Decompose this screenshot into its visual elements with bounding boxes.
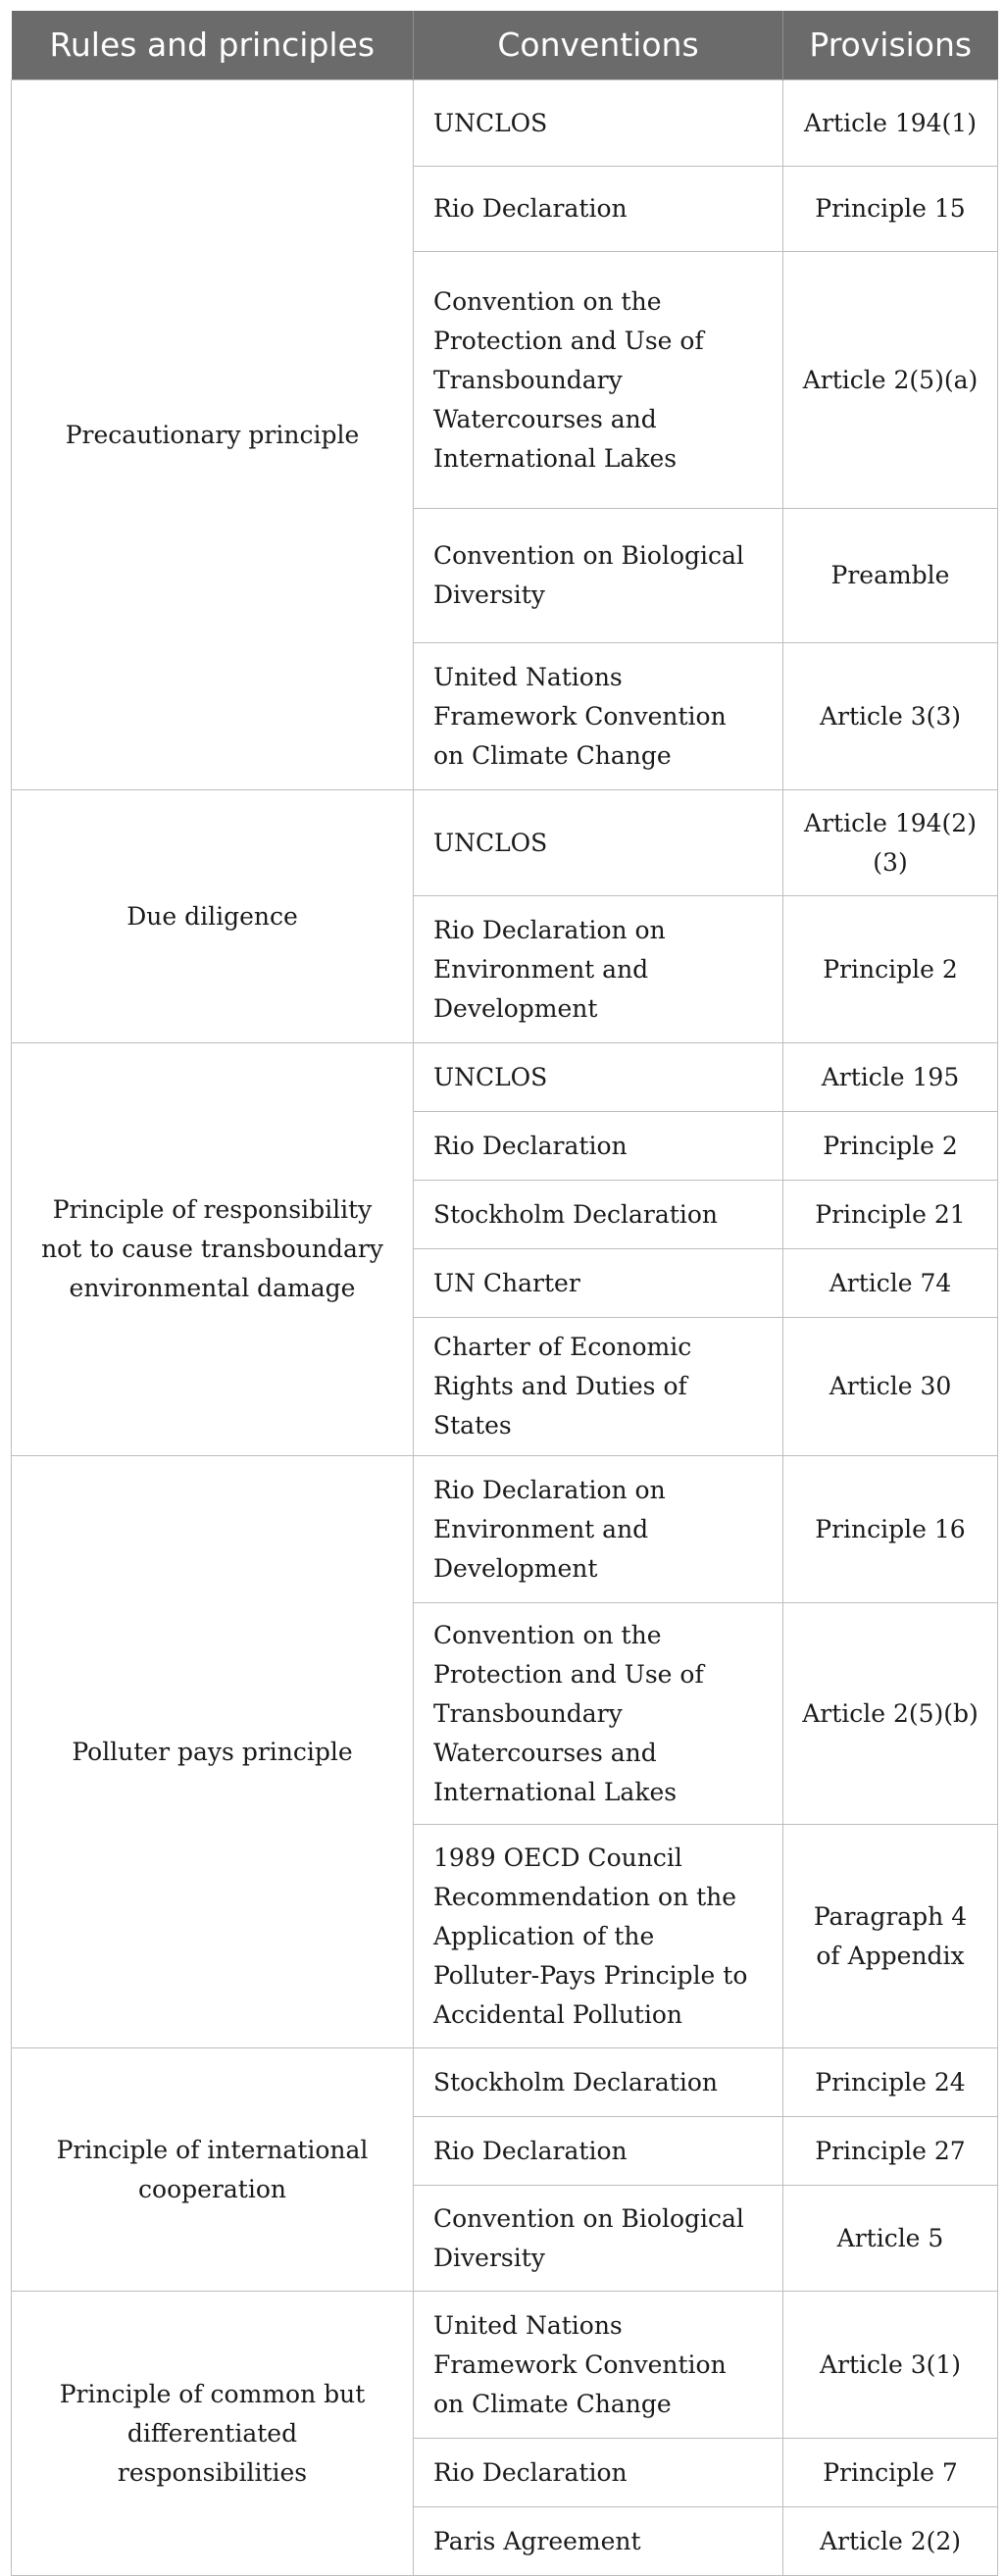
- provision-cell: Article 195: [783, 1043, 998, 1112]
- convention-cell: Convention on the Protection and Use of Transboundary Watercourses and International Lakes: [414, 252, 783, 509]
- convention-cell: Stockholm Declaration: [414, 1181, 783, 1249]
- provision-cell: Article 194(1): [783, 80, 998, 167]
- table-row: [12, 1456, 998, 1603]
- provision-cell: Article 3(1): [783, 2292, 998, 2439]
- convention-cell: Convention on Biological Diversity: [414, 2186, 783, 2292]
- convention-cell: UN Charter: [414, 1249, 783, 1318]
- provision-cell: Principle 7: [783, 2439, 998, 2507]
- convention-cell: Rio Declaration on Environment and Development: [414, 896, 783, 1043]
- rule-cell: Principle of responsibility not to cause transboundary environmental damage: [12, 1043, 414, 1456]
- provision-cell: Principle 2: [783, 1112, 998, 1181]
- header-conventions: Conventions: [414, 11, 783, 80]
- convention-cell: Convention on the Protection and Use of Transboundary Watercourses and International Lakes: [414, 1603, 783, 1825]
- convention-cell: Rio Declaration: [414, 2117, 783, 2186]
- rule-cell: Due diligence: [12, 790, 414, 1043]
- provision-cell: Article 2(5)(b): [783, 1603, 998, 1825]
- header-row: [12, 11, 998, 80]
- convention-cell: Charter of Economic Rights and Duties of States: [414, 1318, 783, 1456]
- rule-cell: Precautionary principle: [12, 80, 414, 790]
- provision-cell: Principle 2: [783, 896, 998, 1043]
- header-rules-and-principles: Rules and principles: [12, 11, 414, 80]
- convention-cell: Stockholm Declaration: [414, 2048, 783, 2117]
- provision-cell: Preamble: [783, 509, 998, 643]
- table-row: [12, 80, 998, 167]
- table-header: [12, 11, 998, 80]
- convention-cell: 1989 OECD Council Recommendation on the Application of the Polluter-Pays Principle to Accidental Pollution: [414, 1825, 783, 2048]
- convention-cell: Rio Declaration on Environment and Development: [414, 1456, 783, 1603]
- provision-cell: Principle 24: [783, 2048, 998, 2117]
- provision-cell: Paragraph 4 of Appendix: [783, 1825, 998, 2048]
- table-body: [12, 80, 998, 2576]
- convention-cell: Convention on Biological Diversity: [414, 509, 783, 643]
- header-provisions: Provisions: [783, 11, 998, 80]
- convention-cell: Rio Declaration: [414, 167, 783, 252]
- principles-table: [11, 11, 998, 2576]
- provision-cell: Article 3(3): [783, 643, 998, 790]
- convention-cell: Paris Agreement: [414, 2507, 783, 2576]
- rule-cell: Principle of common but differentiated responsibilities: [12, 2292, 414, 2576]
- provision-cell: Principle 15: [783, 167, 998, 252]
- table-row: [12, 1043, 998, 1112]
- convention-cell: Rio Declaration: [414, 2439, 783, 2507]
- rule-cell: Principle of international cooperation: [12, 2048, 414, 2292]
- table-row: [12, 790, 998, 896]
- convention-cell: United Nations Framework Convention on Climate Change: [414, 2292, 783, 2439]
- convention-cell: UNCLOS: [414, 80, 783, 167]
- convention-cell: UNCLOS: [414, 1043, 783, 1112]
- table-row: [12, 2048, 998, 2117]
- provision-cell: Article 2(5)(a): [783, 252, 998, 509]
- provision-cell: Principle 21: [783, 1181, 998, 1249]
- table-row: [12, 2292, 998, 2439]
- provision-cell: Article 2(2): [783, 2507, 998, 2576]
- rule-cell: Polluter pays principle: [12, 1456, 414, 2048]
- provision-cell: Article 74: [783, 1249, 998, 1318]
- provision-cell: Article 30: [783, 1318, 998, 1456]
- provision-cell: Article 5: [783, 2186, 998, 2292]
- provision-cell: Principle 16: [783, 1456, 998, 1603]
- convention-cell: UNCLOS: [414, 790, 783, 896]
- provision-cell: Article 194(2)(3): [783, 790, 998, 896]
- convention-cell: Rio Declaration: [414, 1112, 783, 1181]
- provision-cell: Principle 27: [783, 2117, 998, 2186]
- convention-cell: United Nations Framework Convention on Climate Change: [414, 643, 783, 790]
